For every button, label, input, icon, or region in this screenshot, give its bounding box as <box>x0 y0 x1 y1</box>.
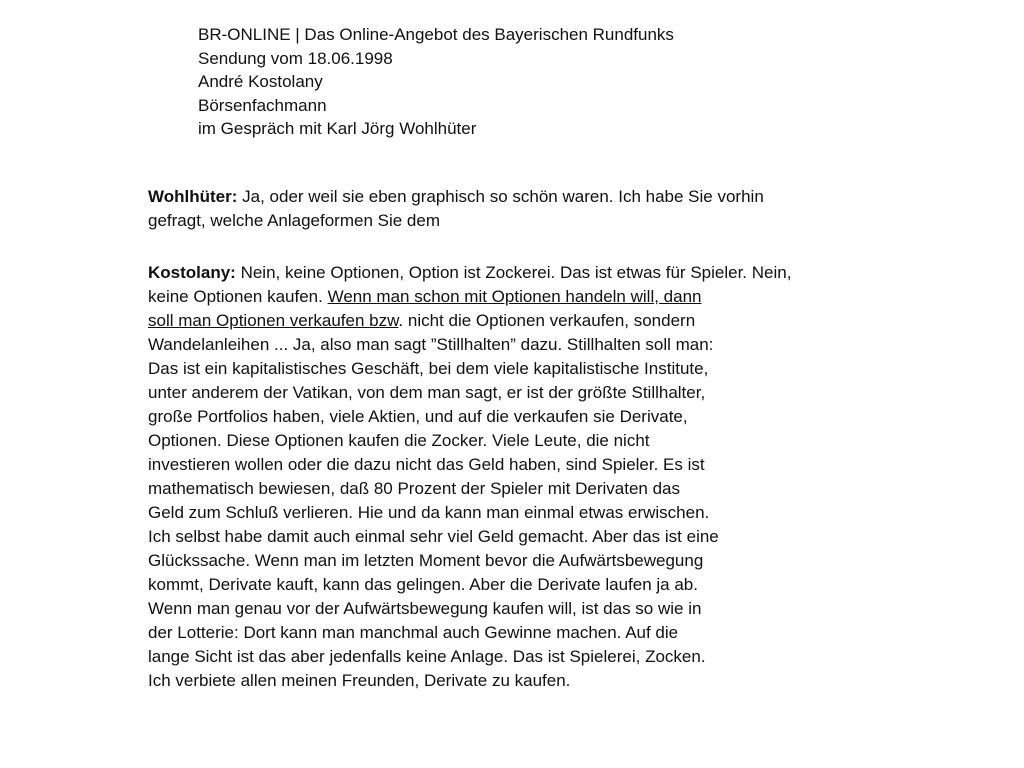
header-interviewer: im Gespräch mit Karl Jörg Wohlhüter <box>198 119 477 138</box>
paragraph-line: gefragt, welche Anlageformen Sie dem <box>148 211 441 230</box>
paragraph-line: Ich selbst habe damit auch einmal sehr viel Geld gemacht. Aber das ist eine <box>148 527 719 546</box>
paragraph-line: Wandelanleihen ... Ja, also man sagt ”Stillhalten” dazu. Stillhalten soll man: <box>148 335 714 354</box>
paragraph-line: kommt, Derivate kauft, kann das gelingen. Aber die Derivate laufen ja ab. <box>148 575 698 594</box>
line-text: Nein, keine Optionen, Option ist Zockerei. Das ist etwas für Spieler. Nein, <box>235 263 792 282</box>
header-guest-name: André Kostolany <box>198 72 323 91</box>
header-source-line: BR-ONLINE | Das Online-Angebot des Bayerischen Rundfunks <box>198 25 674 44</box>
speaker-label: Wohlhüter: <box>148 187 238 206</box>
paragraph-line: Optionen. Diese Optionen kaufen die Zocker. Viele Leute, die nicht <box>148 431 650 450</box>
line-text: keine Optionen kaufen. <box>148 287 328 306</box>
paragraph-line <box>148 285 918 309</box>
paragraph-line: große Portfolios haben, viele Aktien, und auf die verkaufen sie Derivate, <box>148 407 688 426</box>
paragraph-line <box>148 185 918 209</box>
header-broadcast-date: Sendung vom 18.06.1998 <box>198 48 393 68</box>
document-header <box>198 23 674 141</box>
paragraph-line: unter anderem der Vatikan, von dem man sagt, er ist der größte Stillhalter, <box>148 383 706 402</box>
speaker-label: Kostolany: <box>148 263 236 282</box>
paragraph-line: Ich verbiete allen meinen Freunden, Derivate zu kaufen. <box>148 671 571 690</box>
underlined-text: soll man Optionen verkaufen bzw <box>148 311 399 330</box>
guest-paragraph <box>148 261 918 693</box>
paragraph-line <box>148 309 918 333</box>
paragraph-line: lange Sicht ist das aber jedenfalls keine Anlage. Das ist Spielerei, Zocken. <box>148 647 706 666</box>
paragraph-line: investieren wollen oder die dazu nicht das Geld haben, sind Spieler. Es ist <box>148 455 705 474</box>
underlined-text: Wenn man schon mit Optionen handeln will, dann <box>327 287 702 306</box>
line-text: . nicht die Optionen verkaufen, sondern <box>398 311 696 330</box>
paragraph-line: der Lotterie: Dort kann man manchmal auch Gewinne machen. Auf die <box>148 623 679 642</box>
paragraph-line <box>148 261 918 285</box>
paragraph-line: Das ist ein kapitalistisches Geschäft, bei dem viele kapitalistische Institute, <box>148 359 709 378</box>
paragraph-line: Glückssache. Wenn man im letzten Moment bevor die Aufwärtsbewegung <box>148 551 704 570</box>
interviewer-paragraph <box>148 185 918 233</box>
header-guest-role: Börsenfachmann <box>198 95 327 115</box>
paragraph-line: Wenn man genau vor der Aufwärtsbewegung kaufen will, ist das so wie in <box>148 599 702 618</box>
line-text: Ja, oder weil sie eben graphisch so schön waren. Ich habe Sie vorhin <box>237 187 764 206</box>
paragraph-line: mathematisch bewiesen, daß 80 Prozent der Spieler mit Derivaten das <box>148 479 680 498</box>
paragraph-line: Geld zum Schluß verlieren. Hie und da kann man einmal etwas erwischen. <box>148 503 710 522</box>
